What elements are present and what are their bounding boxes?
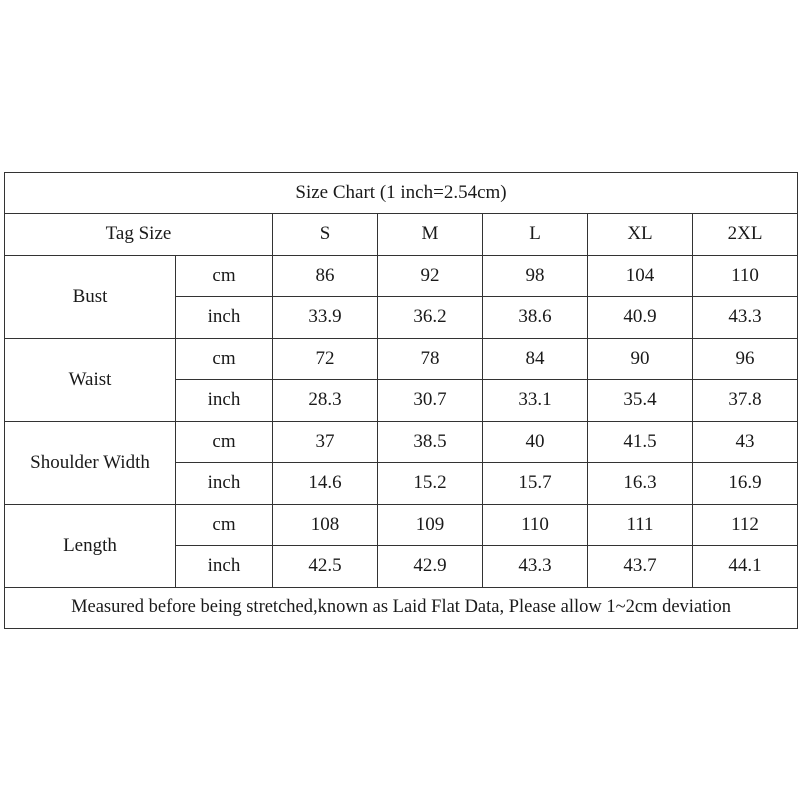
size-header: 2XL	[693, 214, 798, 256]
table-cell: 86	[273, 255, 378, 297]
unit-label: cm	[176, 255, 273, 297]
table-cell: 15.7	[483, 463, 588, 505]
tag-size-label: Tag Size	[5, 214, 273, 256]
table-cell: 43.7	[588, 546, 693, 588]
note-row	[5, 587, 798, 628]
unit-label: inch	[176, 380, 273, 422]
unit-label: cm	[176, 338, 273, 380]
table-cell: 44.1	[693, 546, 798, 588]
measurement-name: Length	[5, 504, 176, 587]
table-cell: 33.9	[273, 297, 378, 339]
measurement-name: Shoulder Width	[5, 421, 176, 504]
size-header: M	[378, 214, 483, 256]
table-cell: 38.6	[483, 297, 588, 339]
table-cell: 84	[483, 338, 588, 380]
table-cell: 41.5	[588, 421, 693, 463]
table-cell: 16.9	[693, 463, 798, 505]
table-cell: 92	[378, 255, 483, 297]
table-row	[5, 255, 798, 297]
table-row	[5, 421, 798, 463]
chart-title: Size Chart (1 inch=2.54cm)	[5, 173, 798, 214]
measurement-name: Waist	[5, 338, 176, 421]
table-cell: 43	[693, 421, 798, 463]
table-cell: 40	[483, 421, 588, 463]
table-cell: 108	[273, 504, 378, 546]
unit-label: inch	[176, 297, 273, 339]
table-cell: 96	[693, 338, 798, 380]
table-cell: 110	[483, 504, 588, 546]
table-cell: 110	[693, 255, 798, 297]
unit-label: inch	[176, 463, 273, 505]
table-cell: 78	[378, 338, 483, 380]
table-row	[5, 504, 798, 546]
unit-label: cm	[176, 504, 273, 546]
table-cell: 112	[693, 504, 798, 546]
table-cell: 40.9	[588, 297, 693, 339]
table-cell: 14.6	[273, 463, 378, 505]
table-cell: 104	[588, 255, 693, 297]
unit-label: cm	[176, 421, 273, 463]
table-cell: 28.3	[273, 380, 378, 422]
table-cell: 43.3	[483, 546, 588, 588]
unit-label: inch	[176, 546, 273, 588]
table-cell: 42.9	[378, 546, 483, 588]
table-row	[5, 338, 798, 380]
table-cell: 43.3	[693, 297, 798, 339]
table-cell: 90	[588, 338, 693, 380]
table-cell: 35.4	[588, 380, 693, 422]
table-cell: 109	[378, 504, 483, 546]
size-header: L	[483, 214, 588, 256]
table-cell: 72	[273, 338, 378, 380]
table-cell: 16.3	[588, 463, 693, 505]
table-cell: 15.2	[378, 463, 483, 505]
table-cell: 37	[273, 421, 378, 463]
size-chart-table	[4, 172, 798, 629]
measurement-note: Measured before being stretched,known as Laid Flat Data, Please allow 1~2cm deviation	[5, 587, 798, 628]
table-cell: 33.1	[483, 380, 588, 422]
size-header: S	[273, 214, 378, 256]
table-cell: 37.8	[693, 380, 798, 422]
table-cell: 98	[483, 255, 588, 297]
table-cell: 38.5	[378, 421, 483, 463]
title-row	[5, 173, 798, 214]
table-cell: 36.2	[378, 297, 483, 339]
tag-size-row	[5, 214, 798, 256]
table-cell: 30.7	[378, 380, 483, 422]
measurement-name: Bust	[5, 255, 176, 338]
size-header: XL	[588, 214, 693, 256]
table-cell: 42.5	[273, 546, 378, 588]
table-cell: 111	[588, 504, 693, 546]
